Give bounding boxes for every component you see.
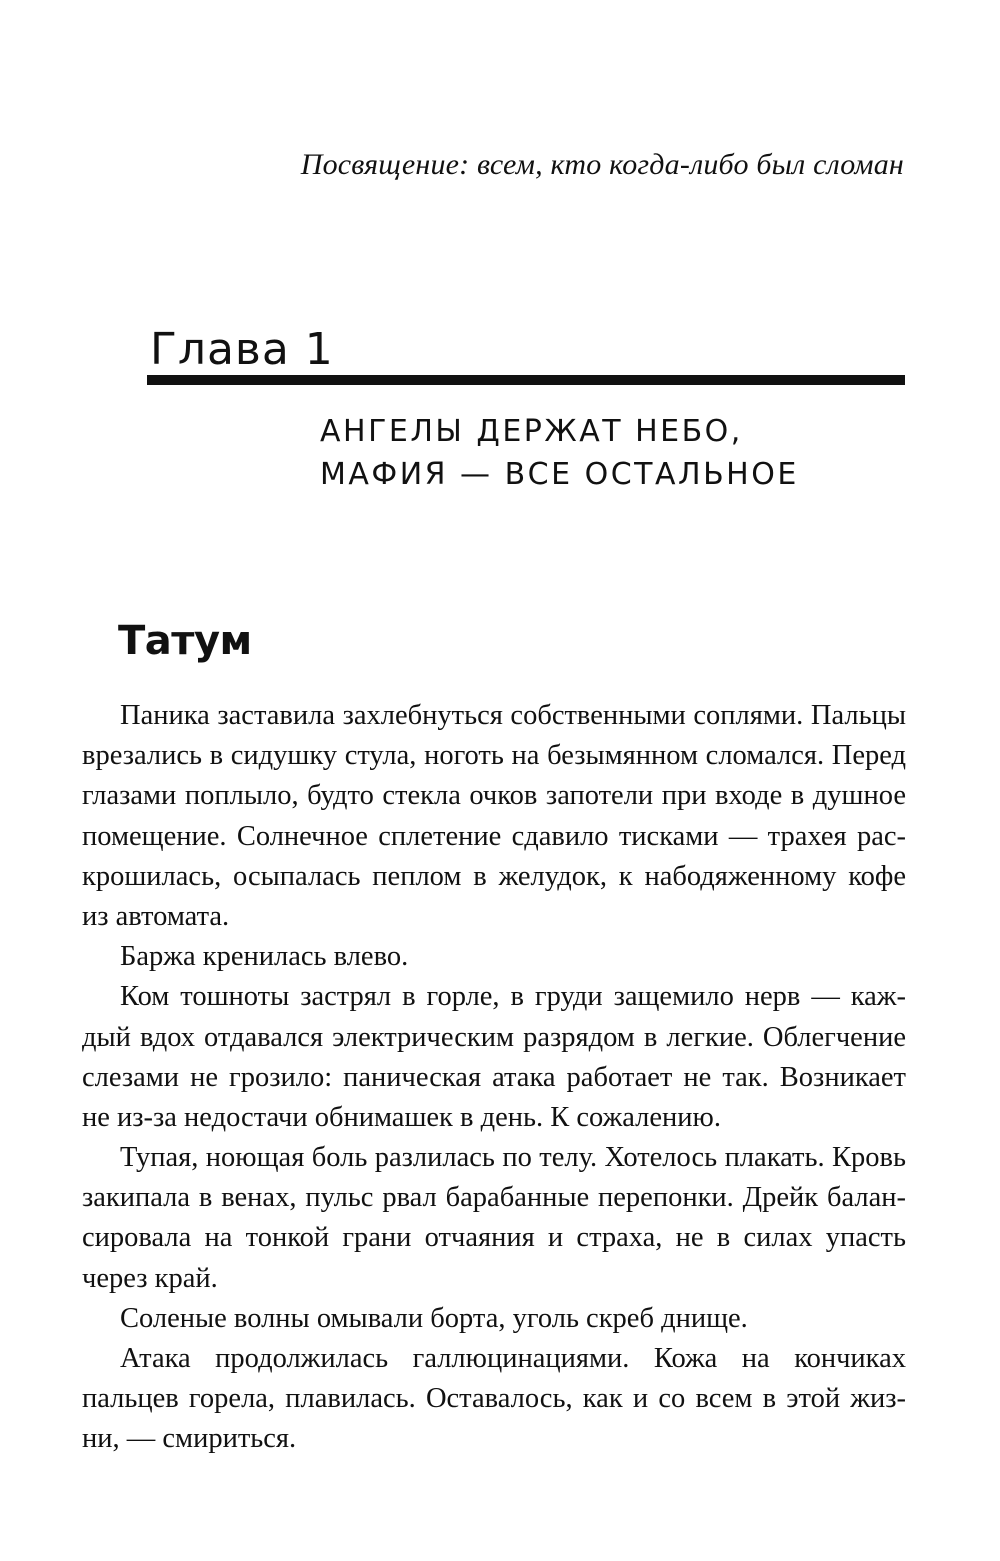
text-line: Атака продолжилась галлюцинациями. Кожа на кончиках: [120, 1343, 906, 1374]
text-line: закипала в венах, пульс рвал барабанные перепонки. Дрейк балан-: [82, 1182, 906, 1214]
body-text: [82, 696, 906, 1460]
text-line: Ком тошноты застрял в горле, в груди защемило нерв — каж-: [120, 981, 906, 1013]
chapter-rule: [147, 375, 905, 385]
text-line: не из-за недостачи обнимашек в день. К сожалению.: [82, 1101, 721, 1133]
text-line: врезались в сидушку стула, ноготь на безымянном сломался. Перед: [82, 740, 906, 772]
text-line: глазами поплыло, будто стекла очков запотели при входе в душное: [82, 780, 906, 812]
text-line: Баржа кренилась влево.: [120, 941, 409, 973]
chapter-heading: Глава 1: [150, 324, 334, 375]
text-line: дый вдох отдавался электрическим разрядом в легкие. Облегчение: [82, 1021, 906, 1053]
text-line: Тупая, ноющая боль разлилась по телу. Хотелось плакать. Кровь: [120, 1142, 906, 1174]
pov-character-name: Татум: [118, 618, 252, 664]
dedication: Посвящение: всем, кто когда-либо был сломан: [300, 148, 904, 181]
text-line: из автомата.: [82, 900, 230, 932]
text-line: помещение. Солнечное сплетение сдавило тисками — трахея рас-: [82, 820, 906, 852]
text-line: через край.: [82, 1262, 218, 1294]
text-line: ни, — смириться.: [82, 1423, 297, 1455]
text-line: Паника заставила захлебнуться собственными соплями. Пальцы: [120, 700, 906, 731]
text-line: Соленые волны омывали борта, уголь скреб днище.: [120, 1302, 748, 1334]
text-line: слезами не грозило: паническая атака работает не так. Возникает: [82, 1061, 906, 1093]
chapter-title-line: МАФИЯ — ВСЕ ОСТАЛЬНОЕ: [320, 457, 799, 492]
text-line: пальцев горела, плавилась. Оставалось, как и со всем в этой жиз-: [82, 1383, 906, 1415]
text-line: крошилась, осыпалась пеплом в желудок, к набодяженному кофе: [82, 860, 906, 892]
chapter-title: [320, 410, 799, 496]
text-line: сировала на тонкой грани отчаяния и страха, не в силах упасть: [82, 1222, 906, 1254]
chapter-title-line: АНГЕЛЫ ДЕРЖАТ НЕБО,: [320, 414, 743, 449]
